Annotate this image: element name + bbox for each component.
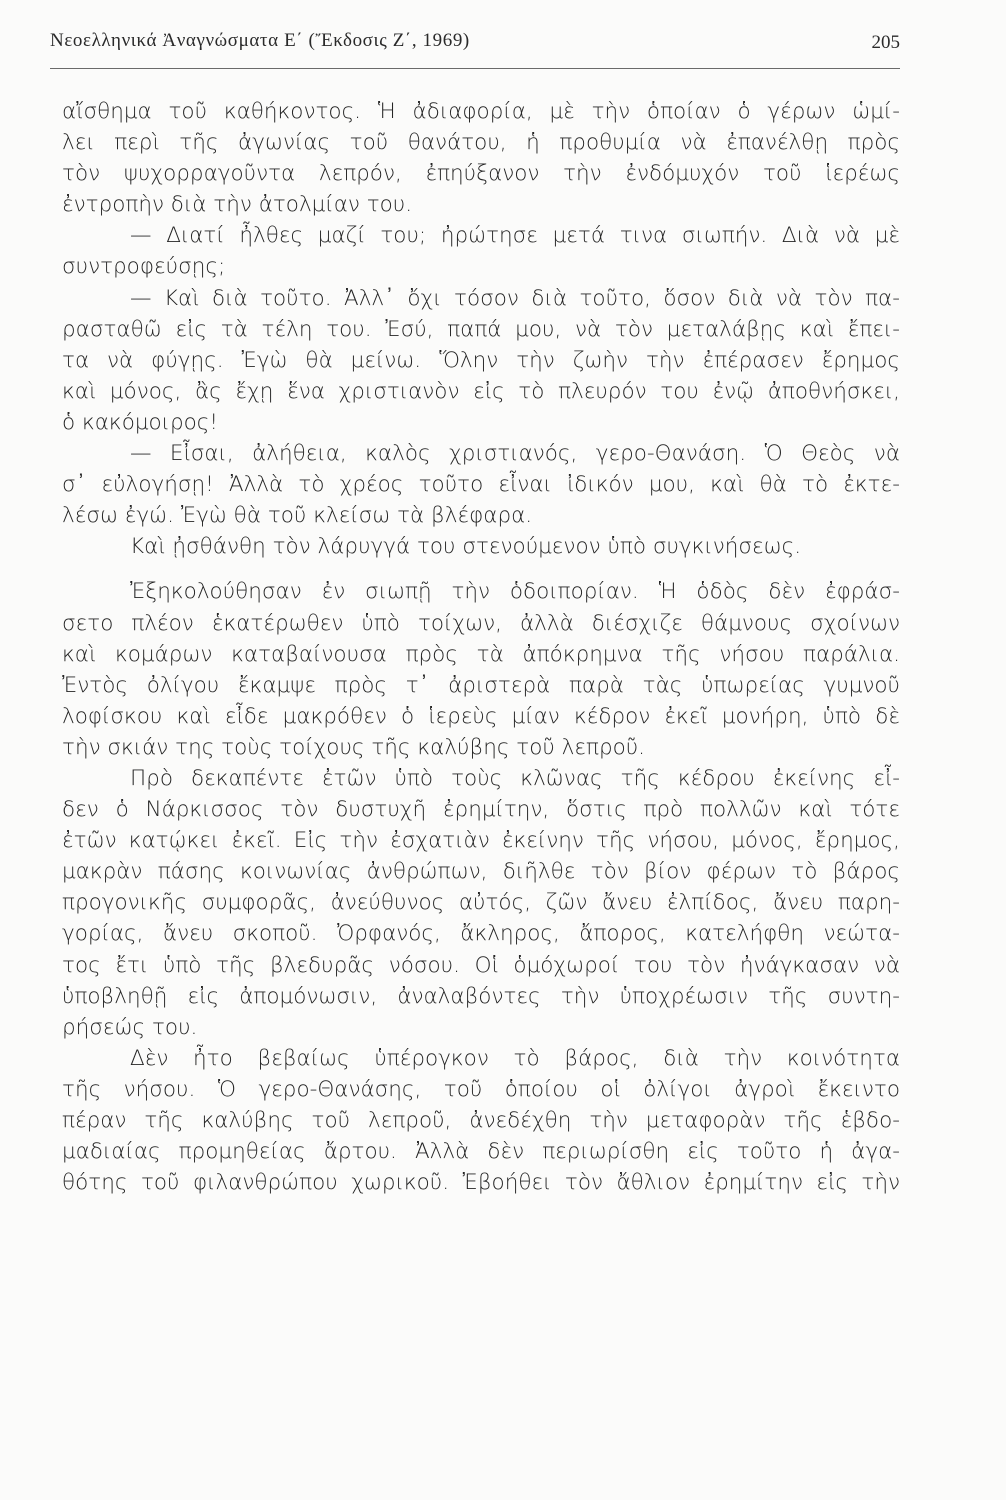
text-line: συντροφεύσῃς; [62, 254, 226, 280]
page-number: 205 [871, 32, 900, 53]
text-line: τος ἔτι ὑπὸ τῆς βλεδυρᾶς νόσου. Οἱ ὁμόχωροί του τὸν ἠνάγκασαν νὰ [62, 952, 900, 978]
dialogue-line: — Εἶσαι, ἀλήθεια, καλὸς χριστιανός, γερο-Θανάση. Ὁ Θεὸς νὰ [130, 441, 900, 467]
text-line: μακρὰν πάσης κοινωνίας ἀνθρώπων, διῆλθε τὸν βίον φέρων τὸ βάρος [62, 859, 900, 885]
text-line: ὁ κακόμοιρος! [62, 409, 219, 435]
body-text [62, 96, 900, 1198]
text-line: τὸν ψυχορραγοῦντα λεπρόν, ἐπηύξανον τὴν ἐνδόμυχόν τοῦ ἱερέως [62, 161, 900, 187]
text-line: καὶ κομάρων καταβαίνουσα πρὸς τὰ ἀπόκρημνα τῆς νήσου παράλια. [62, 641, 900, 667]
running-header [50, 26, 900, 60]
text-line: ρήσεώς του. [62, 1014, 198, 1040]
text-line: σετο πλέον ἑκατέρωθεν ὑπὸ τοίχων, ἀλλὰ διέσχιζε θάμνους σχοίνων [62, 610, 900, 636]
text-line: λέσω ἐγώ. Ἐγὼ θὰ τοῦ κλείσω τὰ βλέφαρα. [62, 503, 533, 529]
paragraph-line: Ἐξηκολούθησαν ἐν σιωπῇ τὴν ὁδοιπορίαν. Ἡ ὁδὸς δὲν ἐφράσ- [130, 579, 900, 605]
text-line: λει περὶ τῆς ἀγωνίας τοῦ θανάτου, ἡ προθυμία νὰ ἐπανέλθῃ πρὸς [62, 130, 900, 156]
text-line: πέραν τῆς καλύβης τοῦ λεπροῦ, ἀνεδέχθη τὴν μεταφορὰν τῆς ἑβδο- [62, 1108, 900, 1133]
text-line: λοφίσκου καὶ εἶδε μακρόθεν ὁ ἱερεὺς μίαν κέδρον ἐκεῖ μονήρη, ὑπὸ δὲ [62, 703, 900, 729]
text-line: ρασταθῶ εἰς τὰ τέλη του. Ἐσύ, παπά μου, νὰ τὸν μεταλάβῃς καὶ ἔπει- [62, 316, 900, 342]
text-line: τὴν σκιάν της τοὺς τοίχους τῆς καλύβης τοῦ λεπροῦ. [62, 734, 646, 760]
text-line: Ἐντὸς ὀλίγου ἔκαμψε πρὸς τ᾿ ἀριστερὰ παρὰ τὰς ὑπωρείας γυμνοῦ [62, 672, 900, 698]
header-rule [50, 68, 900, 69]
text-line: σ᾿ εὐλογήσῃ! Ἀλλὰ τὸ χρέος τοῦτο εἶναι ἰδικόν μου, καὶ θὰ τὸ ἐκτε- [62, 472, 900, 498]
text-line: ἐντροπὴν διὰ τὴν ἀτολμίαν του. [62, 192, 413, 218]
text-line: καὶ μόνος, ἂς ἔχῃ ἕνα χριστιανὸν εἰς τὸ πλευρόν του ἐνῷ ἀποθνήσκει, [62, 378, 900, 404]
text-line: τα νὰ φύγῃς. Ἐγὼ θὰ μείνω. Ὅλην τὴν ζωὴν τὴν ἐπέρασεν ἔρημος [62, 347, 900, 373]
text-line: ὑποβληθῇ εἰς ἀπομόνωσιν, ἀναλαβόντες τὴν ὑποχρέωσιν τῆς συντη- [62, 983, 900, 1009]
text-line: αἴσθημα τοῦ καθήκοντος. Ἡ ἀδιαφορία, μὲ τὴν ὁποίαν ὁ γέρων ὡμί- [62, 99, 900, 124]
text-line: τῆς νήσου. Ὁ γερο-Θανάσης, τοῦ ὁποίου οἱ ὀλίγοι ἀγροὶ ἔκειντο [62, 1076, 900, 1102]
paragraph-line: Καὶ ᾐσθάνθη τὸν λάρυγγά του στενούμενον ὑπὸ συγκινήσεως. [130, 534, 802, 560]
paragraph-line: Πρὸ δεκαπέντε ἐτῶν ὑπὸ τοὺς κλῶνας τῆς κέδρου ἐκείνης εἶ- [130, 765, 900, 791]
text-line: δεν ὁ Νάρκισσος τὸν δυστυχῆ ἐρημίτην, ὅστις πρὸ πολλῶν καὶ τότε [62, 797, 900, 823]
text-line: γορίας, ἄνευ σκοποῦ. Ὀρφανός, ἄκληρος, ἄπορος, κατελήφθη νεώτα- [62, 921, 900, 947]
text-line: θότης τοῦ φιλανθρώπου χωρικοῦ. Ἐβοήθει τὸν ἄθλιον ἐρημίτην εἰς τὴν [62, 1170, 900, 1196]
dialogue-line: — Καὶ διὰ τοῦτο. Ἀλλ᾿ ὄχι τόσον διὰ τοῦτο, ὅσον διὰ νὰ τὸν πα- [130, 285, 900, 311]
running-head-title: Νεοελληνικά Ἀναγνώσματα Ε΄ (Ἔκδοσις Ζ΄, 1969) [50, 30, 470, 51]
text-line: προγονικῆς συμφορᾶς, ἀνεύθυνος αὐτός, ζῶν ἄνευ ἐλπίδος, ἄνευ παρη- [62, 890, 900, 916]
text-line: μαδιαίας προμηθείας ἄρτου. Ἀλλὰ δὲν περιωρίσθη εἰς τοῦτο ἡ ἀγα- [62, 1139, 900, 1165]
paragraph-line: Δὲν ἦτο βεβαίως ὑπέρογκον τὸ βάρος, διὰ τὴν κοινότητα [130, 1045, 900, 1071]
text-line: ἐτῶν κατῴκει ἐκεῖ. Εἰς τὴν ἐσχατιὰν ἐκείνην τῆς νήσου, μόνος, ἔρημος, [62, 828, 900, 854]
dialogue-line: — Διατί ἦλθες μαζί του; ἠρώτησε μετά τινα σιωπήν. Διὰ νὰ μὲ [130, 223, 900, 249]
